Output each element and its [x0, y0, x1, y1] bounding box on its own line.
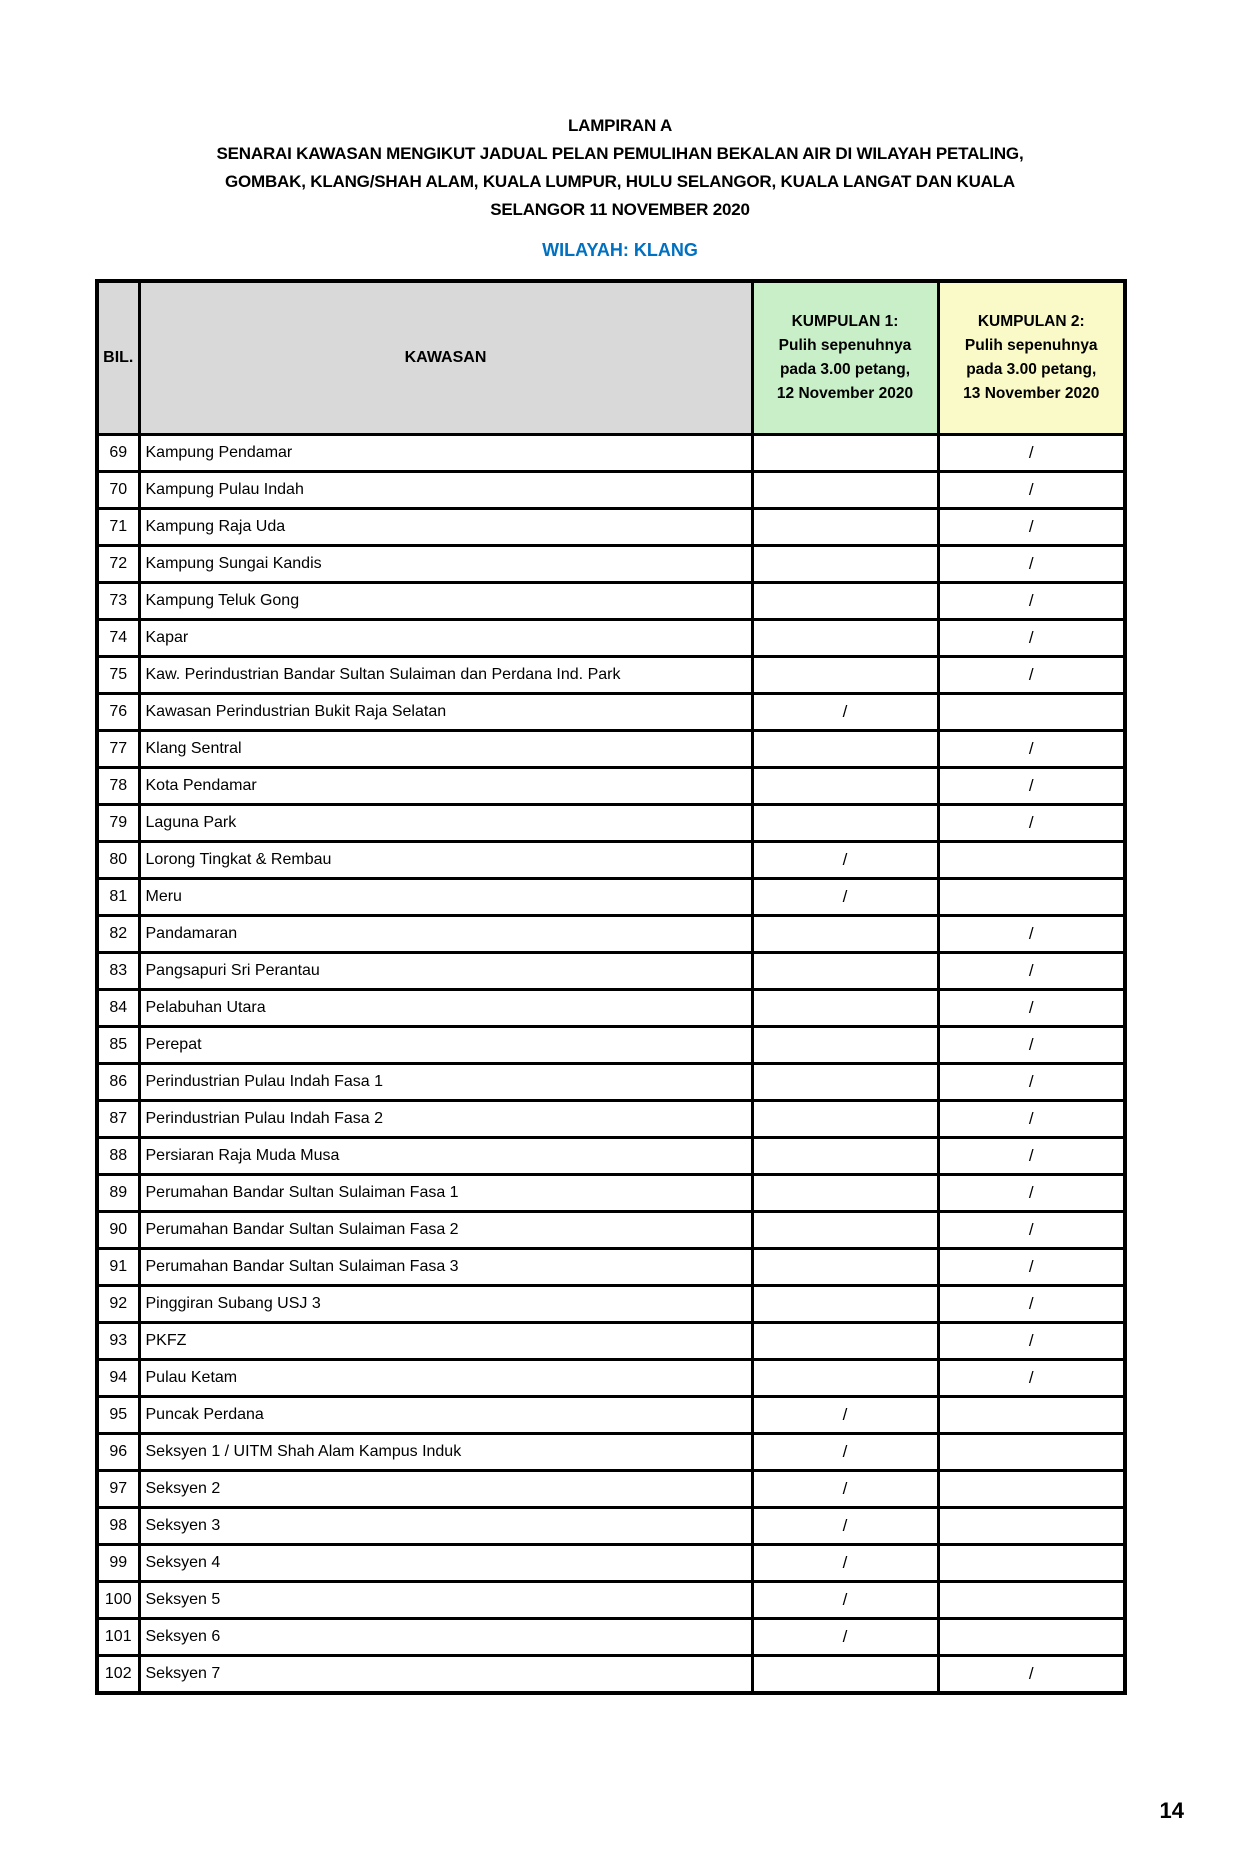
- area-name: Kampung Pendamar: [139, 435, 752, 472]
- area-name: Seksyen 7: [139, 1656, 752, 1694]
- kumpulan2-mark: /: [938, 546, 1125, 583]
- column-header-kumpulan1: [752, 281, 938, 435]
- row-number: 97: [97, 1471, 139, 1508]
- page-number: 14: [1159, 1798, 1184, 1823]
- kumpulan1-mark: [752, 805, 938, 842]
- area-name: Pinggiran Subang USJ 3: [139, 1286, 752, 1323]
- kumpulan1-line-1: KUMPULAN 1:: [791, 313, 899, 330]
- table-row: [97, 435, 1125, 472]
- table-row: [97, 842, 1125, 879]
- area-name: Perumahan Bandar Sultan Sulaiman Fasa 1: [139, 1175, 752, 1212]
- area-name: Kampung Teluk Gong: [139, 583, 752, 620]
- kumpulan1-mark: [752, 583, 938, 620]
- table-row: [97, 1582, 1125, 1619]
- area-name: Lorong Tingkat & Rembau: [139, 842, 752, 879]
- kumpulan2-mark: /: [938, 1027, 1125, 1064]
- kumpulan1-mark: /: [752, 1545, 938, 1582]
- kumpulan1-line-3: pada 3.00 petang,: [779, 361, 911, 378]
- area-name: Perindustrian Pulau Indah Fasa 2: [139, 1101, 752, 1138]
- row-number: 93: [97, 1323, 139, 1360]
- kumpulan1-mark: /: [752, 1471, 938, 1508]
- row-number: 102: [97, 1656, 139, 1694]
- kumpulan1-mark: /: [752, 842, 938, 879]
- kumpulan1-mark: /: [752, 879, 938, 916]
- row-number: 79: [97, 805, 139, 842]
- kumpulan2-mark: /: [938, 1286, 1125, 1323]
- kumpulan1-mark: /: [752, 1619, 938, 1656]
- area-name: Seksyen 3: [139, 1508, 752, 1545]
- kumpulan2-mark: /: [938, 472, 1125, 509]
- row-number: 88: [97, 1138, 139, 1175]
- table-row: [97, 620, 1125, 657]
- row-number: 72: [97, 546, 139, 583]
- row-number: 69: [97, 435, 139, 472]
- kumpulan1-mark: [752, 1027, 938, 1064]
- row-number: 78: [97, 768, 139, 805]
- kumpulan1-mark: [752, 1656, 938, 1694]
- table-row: [97, 657, 1125, 694]
- table-row: [97, 1138, 1125, 1175]
- row-number: 82: [97, 916, 139, 953]
- table-row: [97, 1064, 1125, 1101]
- row-number: 87: [97, 1101, 139, 1138]
- region-heading: WILAYAH: KLANG: [542, 240, 698, 260]
- row-number: 83: [97, 953, 139, 990]
- table-row: [97, 1508, 1125, 1545]
- row-number: 99: [97, 1545, 139, 1582]
- area-schedule-table: [95, 279, 1127, 1695]
- table-row: [97, 1434, 1125, 1471]
- row-number: 73: [97, 583, 139, 620]
- kumpulan1-line-2: Pulih sepenuhnya: [778, 337, 912, 354]
- row-number: 86: [97, 1064, 139, 1101]
- row-number: 95: [97, 1397, 139, 1434]
- kumpulan2-mark: [938, 1471, 1125, 1508]
- kumpulan1-mark: [752, 1101, 938, 1138]
- table-header-row: [97, 281, 1125, 435]
- table-row: [97, 1397, 1125, 1434]
- row-number: 85: [97, 1027, 139, 1064]
- row-number: 92: [97, 1286, 139, 1323]
- area-name: Seksyen 2: [139, 1471, 752, 1508]
- table-row: [97, 583, 1125, 620]
- kumpulan1-mark: [752, 472, 938, 509]
- kumpulan2-mark: [938, 1434, 1125, 1471]
- table-row: [97, 694, 1125, 731]
- row-number: 76: [97, 694, 139, 731]
- area-name: Pandamaran: [139, 916, 752, 953]
- table-row: [97, 1101, 1125, 1138]
- table-row: [97, 768, 1125, 805]
- kumpulan1-mark: [752, 1212, 938, 1249]
- area-name: Perumahan Bandar Sultan Sulaiman Fasa 2: [139, 1212, 752, 1249]
- kumpulan1-mark: [752, 1138, 938, 1175]
- kumpulan1-mark: /: [752, 1397, 938, 1434]
- kumpulan1-mark: /: [752, 694, 938, 731]
- row-number: 94: [97, 1360, 139, 1397]
- area-name: Kampung Pulau Indah: [139, 472, 752, 509]
- kumpulan1-mark: [752, 1360, 938, 1397]
- kumpulan1-mark: [752, 1323, 938, 1360]
- kumpulan2-mark: /: [938, 731, 1125, 768]
- kumpulan1-mark: [752, 509, 938, 546]
- row-number: 80: [97, 842, 139, 879]
- kumpulan1-mark: [752, 1175, 938, 1212]
- kumpulan1-mark: [752, 731, 938, 768]
- kumpulan2-line-1: KUMPULAN 2:: [977, 313, 1085, 330]
- kumpulan1-mark: [752, 953, 938, 990]
- area-name: PKFZ: [139, 1323, 752, 1360]
- table-row: [97, 1656, 1125, 1694]
- column-header-kawasan: KAWASAN: [139, 281, 752, 435]
- row-number: 101: [97, 1619, 139, 1656]
- area-name: Puncak Perdana: [139, 1397, 752, 1434]
- kumpulan1-mark: [752, 620, 938, 657]
- table-row: [97, 1249, 1125, 1286]
- kumpulan1-mark: [752, 990, 938, 1027]
- table-row: [97, 1360, 1125, 1397]
- kumpulan1-mark: /: [752, 1508, 938, 1545]
- kumpulan2-line-4: 13 November 2020: [963, 385, 1100, 402]
- row-number: 75: [97, 657, 139, 694]
- table-row: [97, 1545, 1125, 1582]
- kumpulan1-mark: [752, 435, 938, 472]
- kumpulan2-mark: /: [938, 990, 1125, 1027]
- row-number: 100: [97, 1582, 139, 1619]
- kumpulan2-mark: /: [938, 1064, 1125, 1101]
- area-name: Klang Sentral: [139, 731, 752, 768]
- table-row: [97, 1471, 1125, 1508]
- kumpulan2-mark: [938, 842, 1125, 879]
- area-name: Laguna Park: [139, 805, 752, 842]
- kumpulan2-mark: [938, 1397, 1125, 1434]
- kumpulan1-mark: [752, 1286, 938, 1323]
- table-row: [97, 546, 1125, 583]
- table-row: [97, 731, 1125, 768]
- kumpulan1-mark: [752, 1249, 938, 1286]
- table-row: [97, 1027, 1125, 1064]
- row-number: 77: [97, 731, 139, 768]
- table-row: [97, 1212, 1125, 1249]
- area-name: Kota Pendamar: [139, 768, 752, 805]
- kumpulan2-mark: /: [938, 768, 1125, 805]
- kumpulan1-mark: [752, 1064, 938, 1101]
- kumpulan2-line-2: Pulih sepenuhnya: [964, 337, 1098, 354]
- kumpulan2-mark: [938, 1582, 1125, 1619]
- area-name: Kapar: [139, 620, 752, 657]
- kumpulan2-mark: [938, 1619, 1125, 1656]
- kumpulan1-mark: [752, 916, 938, 953]
- title-line-1: SENARAI KAWASAN MENGIKUT JADUAL PELAN PEMULIHAN BEKALAN AIR DI WILAYAH PETALING,: [216, 144, 1024, 163]
- row-number: 84: [97, 990, 139, 1027]
- table-row: [97, 916, 1125, 953]
- kumpulan2-mark: /: [938, 1175, 1125, 1212]
- area-name: Perumahan Bandar Sultan Sulaiman Fasa 3: [139, 1249, 752, 1286]
- table-row: [97, 879, 1125, 916]
- kumpulan2-mark: /: [938, 916, 1125, 953]
- kumpulan1-mark: [752, 546, 938, 583]
- kumpulan1-mark: /: [752, 1582, 938, 1619]
- kumpulan2-mark: [938, 879, 1125, 916]
- document-title-block: [0, 112, 1240, 224]
- kumpulan2-line-3: pada 3.00 petang,: [966, 361, 1097, 378]
- title-line-3: SELANGOR 11 NOVEMBER 2020: [490, 200, 750, 219]
- table-row: [97, 1286, 1125, 1323]
- area-name: Perindustrian Pulau Indah Fasa 1: [139, 1064, 752, 1101]
- row-number: 98: [97, 1508, 139, 1545]
- area-name: Perepat: [139, 1027, 752, 1064]
- kumpulan2-mark: /: [938, 1138, 1125, 1175]
- table-row: [97, 1323, 1125, 1360]
- appendix-label: LAMPIRAN A: [567, 116, 673, 135]
- kumpulan2-mark: [938, 694, 1125, 731]
- kumpulan2-mark: /: [938, 657, 1125, 694]
- kumpulan2-mark: /: [938, 509, 1125, 546]
- area-name: Seksyen 5: [139, 1582, 752, 1619]
- kumpulan2-mark: /: [938, 805, 1125, 842]
- area-name: Pelabuhan Utara: [139, 990, 752, 1027]
- kumpulan1-line-4: 12 November 2020: [776, 385, 914, 402]
- table-row: [97, 509, 1125, 546]
- kumpulan2-mark: /: [938, 1101, 1125, 1138]
- area-name: Persiaran Raja Muda Musa: [139, 1138, 752, 1175]
- area-name: Kaw. Perindustrian Bandar Sultan Sulaiman dan Perdana Ind. Park: [139, 657, 752, 694]
- row-number: 96: [97, 1434, 139, 1471]
- row-number: 90: [97, 1212, 139, 1249]
- area-name: Kawasan Perindustrian Bukit Raja Selatan: [139, 694, 752, 731]
- document-page: [0, 112, 1240, 1865]
- area-name: Pangsapuri Sri Perantau: [139, 953, 752, 990]
- row-number: 91: [97, 1249, 139, 1286]
- title-line-2: GOMBAK, KLANG/SHAH ALAM, KUALA LUMPUR, HULU SELANGOR, KUALA LANGAT DAN KUALA: [224, 172, 1016, 191]
- table-row: [97, 805, 1125, 842]
- row-number: 89: [97, 1175, 139, 1212]
- area-table-body: [97, 435, 1125, 1694]
- row-number: 70: [97, 472, 139, 509]
- column-header-bil: BIL.: [97, 281, 139, 435]
- kumpulan2-mark: /: [938, 1656, 1125, 1694]
- kumpulan2-mark: /: [938, 620, 1125, 657]
- kumpulan2-mark: /: [938, 435, 1125, 472]
- area-name: Seksyen 1 / UITM Shah Alam Kampus Induk: [139, 1434, 752, 1471]
- row-number: 74: [97, 620, 139, 657]
- table-header: [97, 281, 1125, 435]
- kumpulan2-mark: /: [938, 1212, 1125, 1249]
- kumpulan2-mark: [938, 1508, 1125, 1545]
- row-number: 71: [97, 509, 139, 546]
- kumpulan1-mark: [752, 657, 938, 694]
- kumpulan2-mark: /: [938, 1249, 1125, 1286]
- kumpulan2-mark: /: [938, 583, 1125, 620]
- area-name: Pulau Ketam: [139, 1360, 752, 1397]
- area-name: Meru: [139, 879, 752, 916]
- kumpulan2-mark: /: [938, 1360, 1125, 1397]
- row-number: 81: [97, 879, 139, 916]
- table-row: [97, 990, 1125, 1027]
- column-header-kumpulan2: [938, 281, 1125, 435]
- area-name: Kampung Raja Uda: [139, 509, 752, 546]
- kumpulan2-mark: [938, 1545, 1125, 1582]
- table-row: [97, 1175, 1125, 1212]
- area-name: Kampung Sungai Kandis: [139, 546, 752, 583]
- table-row: [97, 472, 1125, 509]
- area-name: Seksyen 6: [139, 1619, 752, 1656]
- table-row: [97, 953, 1125, 990]
- table-row: [97, 1619, 1125, 1656]
- kumpulan2-mark: /: [938, 1323, 1125, 1360]
- area-name: Seksyen 4: [139, 1545, 752, 1582]
- kumpulan2-mark: /: [938, 953, 1125, 990]
- kumpulan1-mark: /: [752, 1434, 938, 1471]
- kumpulan1-mark: [752, 768, 938, 805]
